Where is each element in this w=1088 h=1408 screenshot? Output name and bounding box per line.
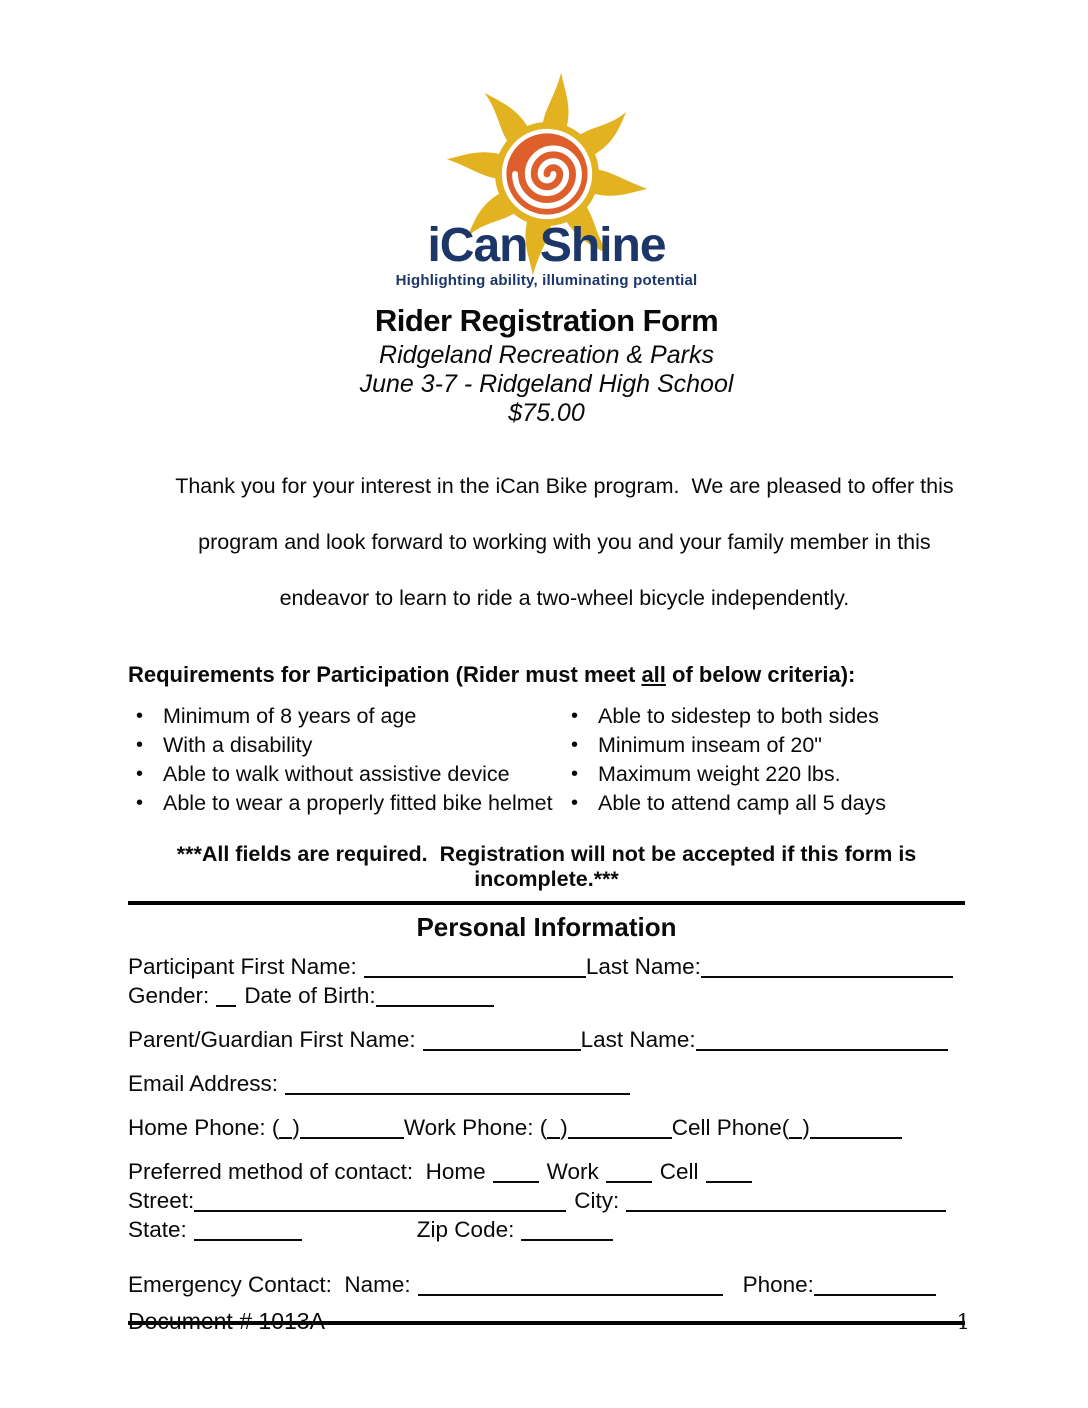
home-phone-blank xyxy=(300,1117,404,1139)
requirement-item: • Minimum of 8 years of age xyxy=(128,702,563,731)
preferred-contact-row xyxy=(128,1157,965,1186)
requirement-item: • Able to sidestep to both sides xyxy=(563,702,923,731)
paren-close: ) xyxy=(560,1115,568,1140)
logo-tagline: Highlighting ability, illuminating potential xyxy=(395,272,698,289)
intro-paragraph xyxy=(128,444,965,640)
section-divider-top xyxy=(128,901,965,905)
zip-code-blank xyxy=(521,1219,613,1241)
participant-first-name-blank xyxy=(364,956,586,978)
requirement-item: • Able to wear a properly fitted bike helmet xyxy=(128,789,563,818)
label-gender: Gender: xyxy=(128,983,210,1008)
label-street: Street: xyxy=(128,1188,195,1213)
preferred-cell-blank xyxy=(706,1161,752,1183)
gender-blank xyxy=(216,985,236,1007)
personal-information-form xyxy=(128,952,965,1299)
emergency-name-blank xyxy=(418,1274,723,1296)
gender-dob-row xyxy=(128,981,965,1010)
requirement-item: • Able to walk without assistive device xyxy=(128,760,563,789)
participant-last-name-blank xyxy=(701,956,953,978)
city-blank xyxy=(626,1190,946,1212)
ican-shine-logo xyxy=(128,60,965,289)
preferred-home-blank xyxy=(493,1161,539,1183)
label-emergency-phone: Phone: xyxy=(742,1272,814,1297)
phones-row xyxy=(128,1113,965,1142)
requirement-item: • With a disability xyxy=(128,731,563,760)
requirements-heading-pre: Requirements for Participation (Rider must meet xyxy=(128,662,642,687)
label-preferred-cell: Cell xyxy=(659,1159,699,1184)
requirement-item: • Maximum weight 220 lbs. xyxy=(563,760,923,789)
label-email: Email Address: xyxy=(128,1071,279,1096)
label-preferred-contact-home: Preferred method of contact: Home xyxy=(128,1159,486,1184)
street-blank xyxy=(194,1190,566,1212)
intro-line-3: endeavor to learn to ride a two-wheel bicycle independently. xyxy=(279,586,850,610)
home-area-code-blank xyxy=(279,1117,292,1139)
parent-last-name-blank xyxy=(696,1029,948,1051)
logo-name: iCan Shine xyxy=(427,219,666,272)
label-state: State: xyxy=(128,1217,187,1242)
subtitle-date-location: June 3-7 - Ridgeland High School xyxy=(359,370,734,398)
requirements-heading xyxy=(128,662,965,688)
state-zip-row xyxy=(128,1215,965,1244)
email-row xyxy=(128,1069,965,1098)
requirements-right-column xyxy=(563,702,923,818)
parent-name-row xyxy=(128,1025,965,1054)
emergency-contact-row xyxy=(128,1270,965,1299)
label-zip-code: Zip Code: xyxy=(416,1217,515,1242)
emergency-phone-blank xyxy=(814,1274,936,1296)
page-number: 1 xyxy=(956,1310,970,1334)
preferred-work-blank xyxy=(606,1161,652,1183)
paren-close: ) xyxy=(292,1115,300,1140)
requirements-left-column xyxy=(128,702,563,818)
participant-name-row xyxy=(128,952,965,981)
label-last-name: Last Name: xyxy=(585,954,701,979)
work-area-code-blank xyxy=(547,1117,560,1139)
document-number: Document # 1013A xyxy=(128,1308,325,1334)
label-participant-first-name: Participant First Name: xyxy=(128,954,357,979)
label-last-name: Last Name: xyxy=(580,1027,696,1052)
paren-close: ) xyxy=(802,1115,810,1140)
cell-phone-blank xyxy=(810,1117,902,1139)
requirement-item: • Able to attend camp all 5 days xyxy=(563,789,923,818)
label-parent-first-name: Parent/Guardian First Name: xyxy=(128,1027,416,1052)
label-date-of-birth: Date of Birth: xyxy=(244,983,376,1008)
label-preferred-work: Work xyxy=(546,1159,599,1184)
label-city: City: xyxy=(574,1188,620,1213)
requirements-heading-post: of below criteria): xyxy=(665,662,856,687)
street-city-row xyxy=(128,1186,965,1215)
email-blank xyxy=(285,1073,630,1095)
requirements-heading-emphasis: all xyxy=(641,662,666,687)
parent-first-name-blank xyxy=(423,1029,581,1051)
date-of-birth-blank xyxy=(376,985,494,1007)
requirement-item: • Minimum inseam of 20" xyxy=(563,731,923,760)
form-title: Rider Registration Form xyxy=(374,303,719,338)
page-footer xyxy=(128,1308,970,1335)
personal-information-heading: Personal Information xyxy=(416,912,677,942)
subtitle-price: $75.00 xyxy=(508,399,585,427)
required-fields-notice: ***All fields are required. Registration will not be accepted if this form is incomplete.*** xyxy=(176,842,923,891)
label-cell-phone: Cell Phone( xyxy=(671,1115,790,1140)
intro-line-2: program and look forward to working with you and your family member in this xyxy=(198,530,931,554)
requirements-lists xyxy=(128,702,965,818)
label-emergency-contact-name: Emergency Contact: Name: xyxy=(128,1272,411,1297)
subtitle-organization: Ridgeland Recreation & Parks xyxy=(379,341,714,369)
intro-line-1: Thank you for your interest in the iCan Bike program. We are pleased to offer this xyxy=(175,474,954,498)
label-home-phone: Home Phone: ( xyxy=(128,1115,280,1140)
cell-area-code-blank xyxy=(789,1117,802,1139)
work-phone-blank xyxy=(568,1117,672,1139)
state-blank xyxy=(194,1219,302,1241)
label-work-phone: Work Phone: ( xyxy=(403,1115,548,1140)
